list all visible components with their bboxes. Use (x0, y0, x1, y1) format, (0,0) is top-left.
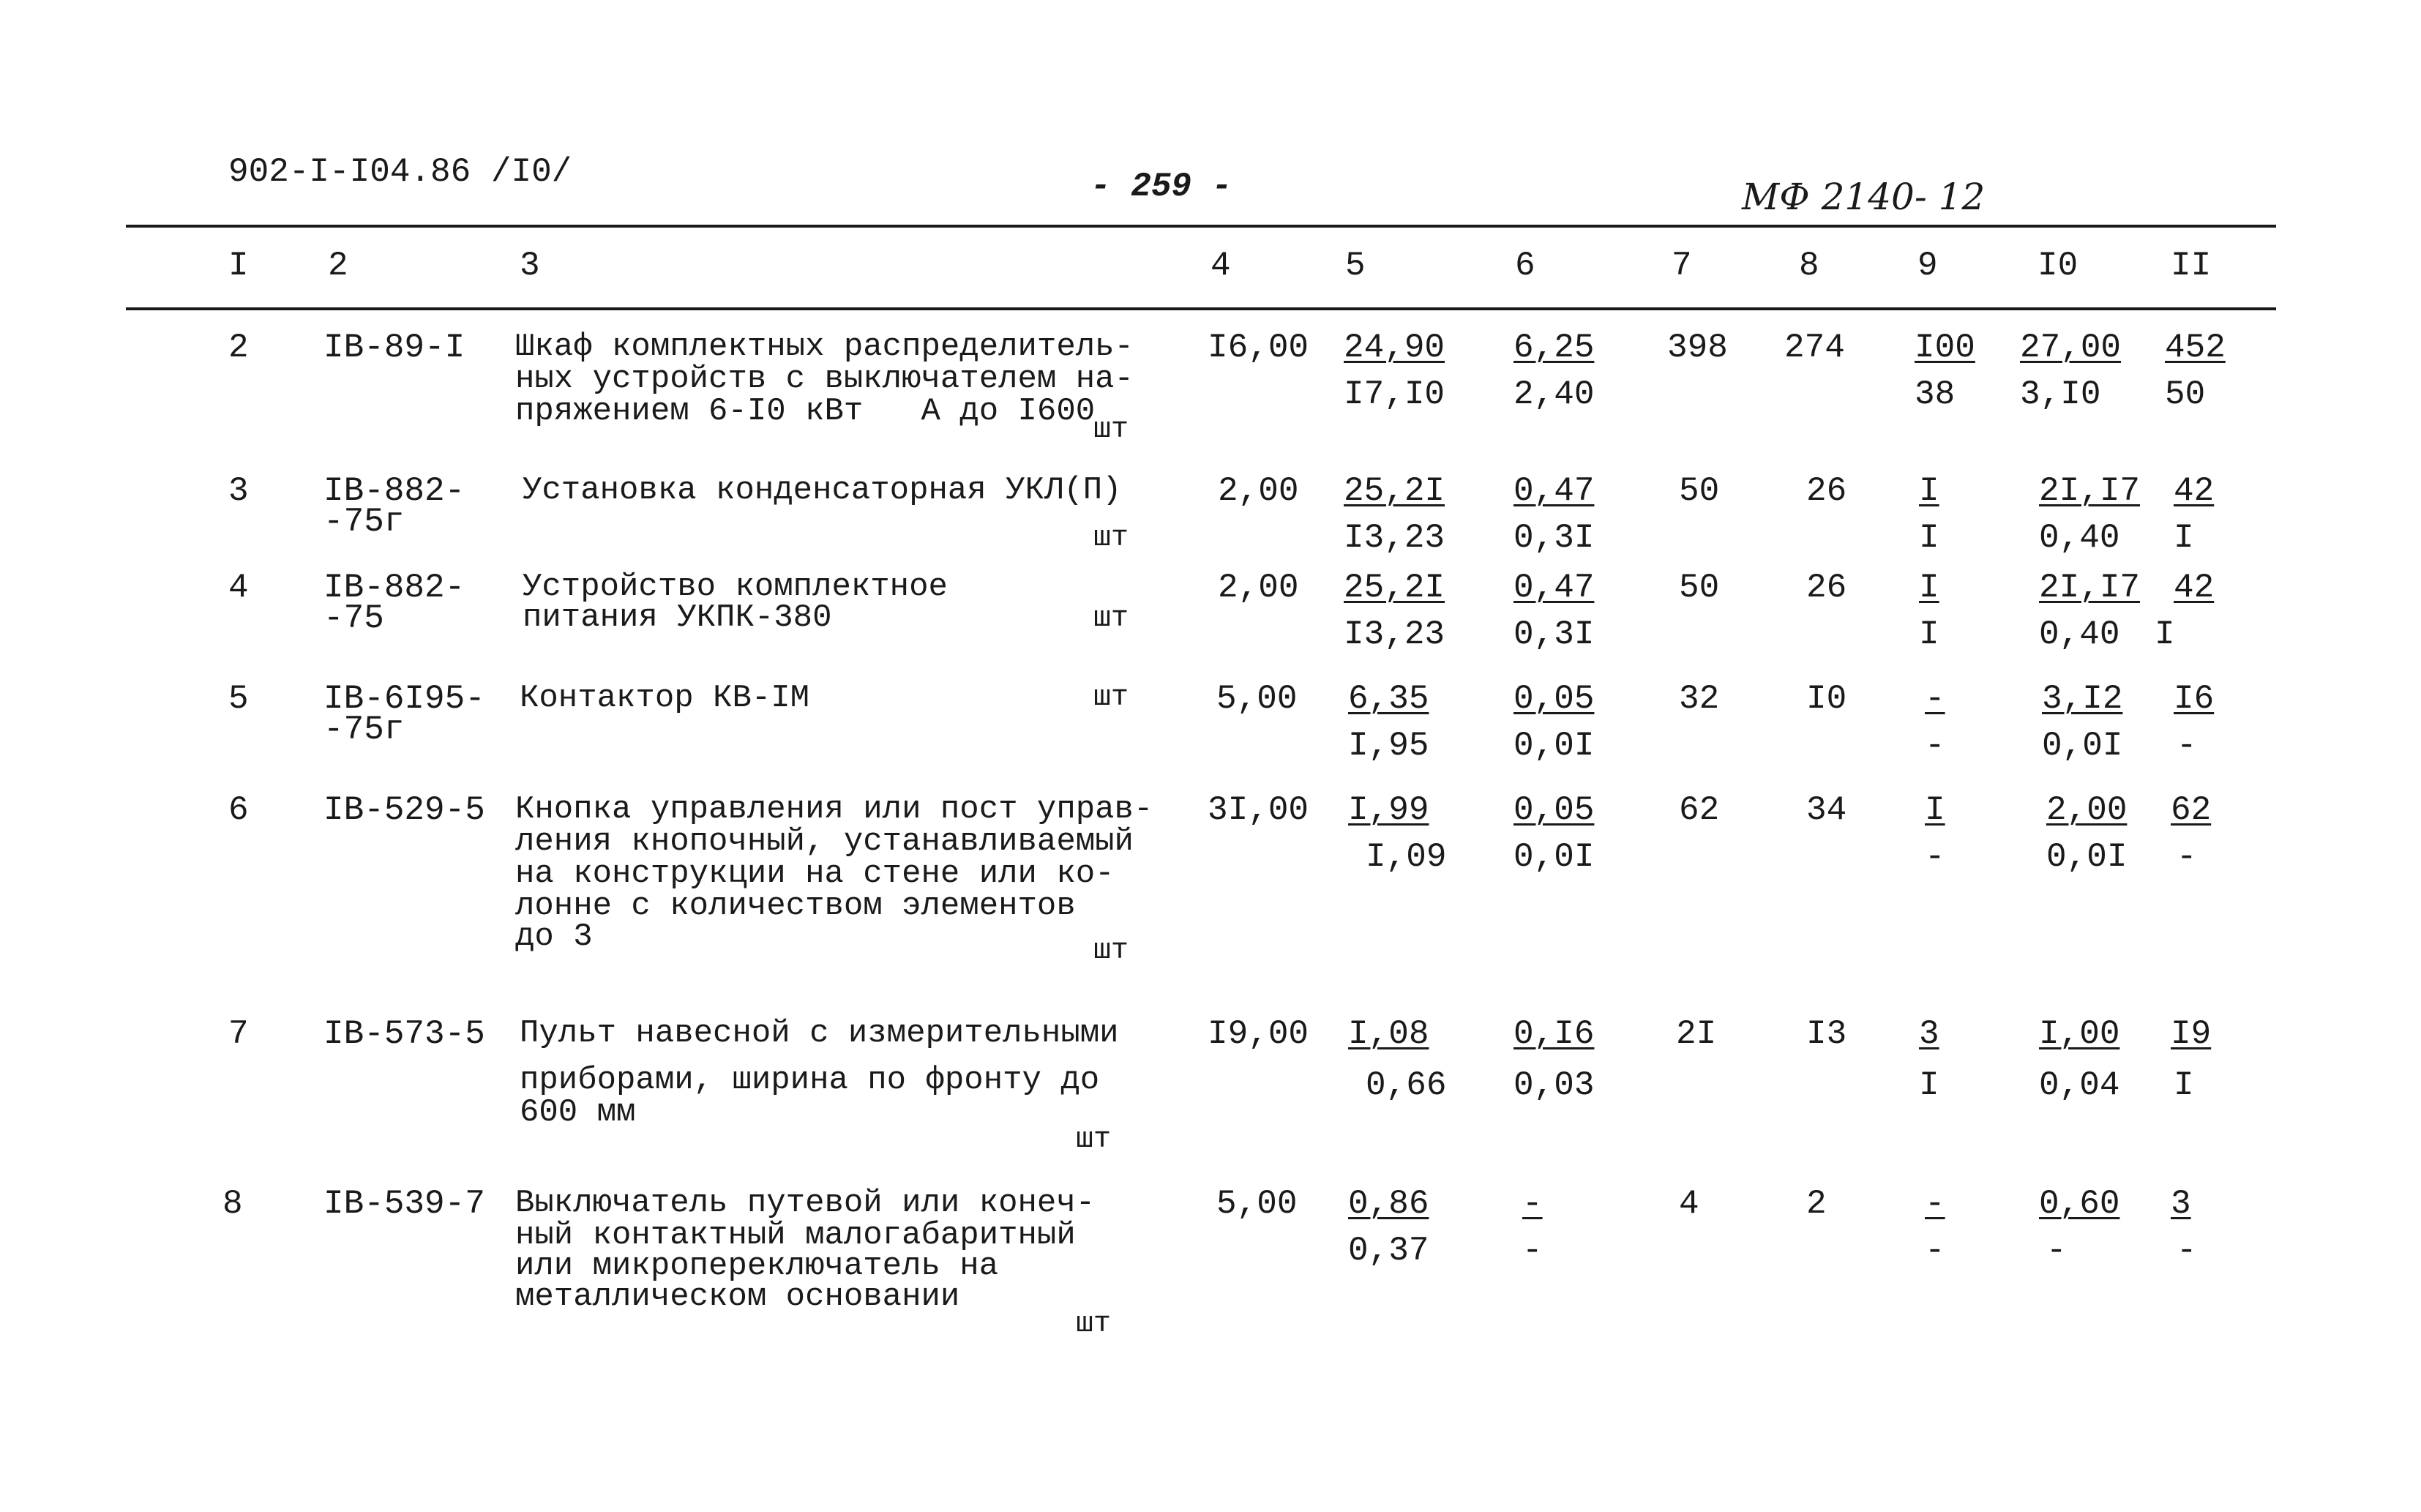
item-code: IB-529-5 (323, 791, 485, 829)
value-col9-top: I (1919, 472, 1939, 510)
item-code: -75 (323, 599, 384, 637)
value-col10-bottom: - (2046, 1232, 2067, 1270)
item-description-line: на конструкции на стене или ко- (515, 856, 1115, 892)
value-col9-top: 3 (1919, 1015, 1939, 1053)
value-col11-bottom: - (2177, 727, 2197, 765)
value-col4: I9,00 (1208, 1015, 1309, 1053)
value-col6-top: - (1522, 1185, 1543, 1223)
item-code: -75г (323, 711, 405, 749)
row-number: 6 (228, 791, 249, 829)
row-number: 8 (222, 1185, 243, 1223)
row-number: 7 (228, 1015, 249, 1053)
value-col10-bottom: 0,04 (2039, 1066, 2120, 1104)
row-number: 3 (228, 472, 249, 510)
col-header-4: 4 (1210, 247, 1231, 285)
value-col10-top: I,00 (2039, 1015, 2120, 1053)
value-col4: 3I,00 (1208, 791, 1309, 829)
item-code: IB-882- (323, 472, 465, 510)
item-code: -75г (323, 503, 405, 541)
value-col9-bottom: I (1919, 1066, 1939, 1104)
value-col9-bottom: - (1925, 838, 1945, 876)
value-col7: 4 (1679, 1185, 1699, 1223)
table-top-rule (126, 225, 2276, 228)
col-header-2: 2 (328, 247, 348, 285)
item-description-line: Контактор КВ-IМ (520, 680, 810, 716)
unit-label: шт (1076, 1123, 1112, 1156)
item-code: IB-539-7 (323, 1185, 485, 1223)
value-col7: 62 (1679, 791, 1720, 829)
unit-label: шт (1076, 1308, 1112, 1341)
unit-label: шт (1093, 935, 1129, 968)
value-col9-bottom: I (1919, 519, 1939, 557)
col-header-11: II (2171, 247, 2212, 285)
value-col7: 398 (1667, 329, 1728, 367)
value-col10-bottom: 0,40 (2039, 615, 2120, 654)
value-col5-bottom: I3,23 (1344, 615, 1445, 654)
value-col6-bottom: 0,3I (1513, 615, 1595, 654)
value-col5-top: 0,86 (1348, 1185, 1429, 1223)
value-col11-bottom: - (2177, 838, 2197, 876)
value-col6-top: 0,I6 (1513, 1015, 1595, 1053)
value-col4: 2,00 (1218, 472, 1299, 510)
col-header-6: 6 (1515, 247, 1535, 285)
item-code: IB-882- (323, 569, 465, 607)
value-col11-top: 452 (2165, 329, 2226, 367)
col-header-7: 7 (1672, 247, 1692, 285)
item-description-line: ных устройств с выключателем на- (515, 361, 1134, 397)
value-col5-bottom: 0,37 (1348, 1232, 1429, 1270)
value-col8: 34 (1806, 791, 1847, 829)
item-description-line: Пульт навесной с измерительными (520, 1015, 1119, 1052)
value-col8: I0 (1806, 680, 1847, 718)
value-col5-bottom: 0,66 (1366, 1066, 1447, 1104)
value-col11-bottom: I (2155, 615, 2175, 654)
value-col5-bottom: I7,I0 (1344, 375, 1445, 413)
value-col8: 274 (1784, 329, 1845, 367)
value-col6-bottom: 0,0I (1513, 727, 1595, 765)
item-code: IB-89-I (323, 329, 465, 367)
item-description-line: лонне с количеством элементов (515, 888, 1076, 924)
value-col11-top: I6 (2174, 680, 2215, 718)
value-col4: I6,00 (1208, 329, 1309, 367)
item-description-line: 600 мм (520, 1094, 636, 1131)
value-col9-bottom: - (1925, 1232, 1945, 1270)
col-header-5: 5 (1345, 247, 1366, 285)
handwritten-reference: МФ 2140- 12 (1742, 176, 1986, 218)
item-description-line: Шкаф комплектных распределитель- (515, 329, 1134, 365)
value-col8: 26 (1806, 472, 1847, 510)
col-header-1: I (228, 247, 249, 285)
value-col5-top: I,99 (1348, 791, 1429, 829)
value-col10-top: 2I,I7 (2039, 569, 2141, 607)
row-number: 5 (228, 680, 249, 718)
value-col9-top: I (1925, 791, 1945, 829)
value-col8: 26 (1806, 569, 1847, 607)
unit-label: шт (1093, 522, 1129, 555)
value-col9-bottom: I (1919, 615, 1939, 654)
value-col5-top: 25,2I (1344, 569, 1445, 607)
value-col4: 2,00 (1218, 569, 1299, 607)
value-col7: 50 (1679, 472, 1720, 510)
value-col10-top: 3,I2 (2042, 680, 2123, 718)
value-col11-top: 42 (2174, 569, 2215, 607)
value-col7: 32 (1679, 680, 1720, 718)
col-header-3: 3 (520, 247, 540, 285)
item-description-line: Кнопка управления или пост управ- (515, 791, 1153, 828)
value-col4: 5,00 (1216, 1185, 1298, 1223)
item-code: IB-6I95- (323, 680, 485, 718)
unit-label: шт (1093, 681, 1129, 714)
value-col5-top: 6,35 (1348, 680, 1429, 718)
value-col6-top: 0,05 (1513, 791, 1595, 829)
row-number: 4 (228, 569, 249, 607)
item-description-line: Установка конденсаторная УКЛ(П) (523, 472, 1122, 509)
value-col9-top: I00 (1915, 329, 1975, 367)
value-col10-top: 27,00 (2020, 329, 2122, 367)
value-col11-top: 3 (2171, 1185, 2191, 1223)
value-col6-top: 6,25 (1513, 329, 1595, 367)
value-col5-top: 25,2I (1344, 472, 1445, 510)
item-description-line: до 3 (515, 918, 593, 955)
value-col11-bottom: I (2174, 1066, 2194, 1104)
page-number: - 259 - (1090, 168, 1232, 206)
value-col5-bottom: I,95 (1348, 727, 1429, 765)
value-col6-bottom: - (1522, 1232, 1543, 1270)
item-description-line: пряжением 6-I0 кВт А до I600 (515, 393, 1096, 430)
value-col9-bottom: 38 (1915, 375, 1956, 413)
col-header-10: I0 (2038, 247, 2078, 285)
item-description-line: Выключатель путевой или конеч- (515, 1185, 1096, 1221)
row-number: 2 (228, 329, 249, 367)
value-col7: 50 (1679, 569, 1720, 607)
unit-label: шт (1093, 413, 1129, 446)
value-col10-top: 2,00 (2046, 791, 2128, 829)
value-col10-top: 0,60 (2039, 1185, 2120, 1223)
value-col9-top: I (1919, 569, 1939, 607)
item-description-line: или микропереключатель на (515, 1248, 999, 1284)
value-col7: 2I (1676, 1015, 1717, 1053)
item-description-line: питания УКПК-380 (523, 599, 832, 636)
value-col9-top: - (1925, 680, 1945, 718)
value-col10-bottom: 0,0I (2042, 727, 2123, 765)
value-col6-bottom: 2,40 (1513, 375, 1595, 413)
value-col11-bottom: 50 (2165, 375, 2206, 413)
col-header-8: 8 (1799, 247, 1819, 285)
value-col6-bottom: 0,03 (1513, 1066, 1595, 1104)
table-header-rule (126, 307, 2276, 310)
value-col6-top: 0,47 (1513, 472, 1595, 510)
value-col11-bottom: - (2177, 1232, 2197, 1270)
item-code: IB-573-5 (323, 1015, 485, 1053)
value-col6-top: 0,47 (1513, 569, 1595, 607)
value-col9-top: - (1925, 1185, 1945, 1223)
value-col5-top: 24,90 (1344, 329, 1445, 367)
item-description-line: ный контактный малогабаритный (515, 1217, 1076, 1254)
value-col11-bottom: I (2174, 519, 2194, 557)
value-col10-bottom: 0,40 (2039, 519, 2120, 557)
col-header-9: 9 (1917, 247, 1938, 285)
value-col4: 5,00 (1216, 680, 1298, 718)
value-col5-bottom: I3,23 (1344, 519, 1445, 557)
value-col11-top: 42 (2174, 472, 2215, 510)
value-col6-top: 0,05 (1513, 680, 1595, 718)
value-col5-top: I,08 (1348, 1015, 1429, 1053)
value-col8: 2 (1806, 1185, 1827, 1223)
value-col5-bottom: I,09 (1366, 838, 1447, 876)
value-col10-top: 2I,I7 (2039, 472, 2141, 510)
value-col9-bottom: - (1925, 727, 1945, 765)
unit-label: шт (1093, 602, 1129, 635)
value-col8: I3 (1806, 1015, 1847, 1053)
item-description-line: приборами, ширина по фронту до (520, 1062, 1100, 1099)
value-col10-bottom: 0,0I (2046, 838, 2128, 876)
item-description-line: ления кнопочный, устанавливаемый (515, 823, 1134, 860)
item-description-line: Устройство комплектное (523, 569, 948, 605)
value-col6-bottom: 0,3I (1513, 519, 1595, 557)
value-col11-top: 62 (2171, 791, 2212, 829)
document-code: 902-I-I04.86 /I0/ (228, 153, 572, 191)
item-description-line: металлическом основании (515, 1279, 960, 1315)
value-col10-bottom: 3,I0 (2020, 375, 2101, 413)
value-col6-bottom: 0,0I (1513, 838, 1595, 876)
value-col11-top: I9 (2171, 1015, 2212, 1053)
